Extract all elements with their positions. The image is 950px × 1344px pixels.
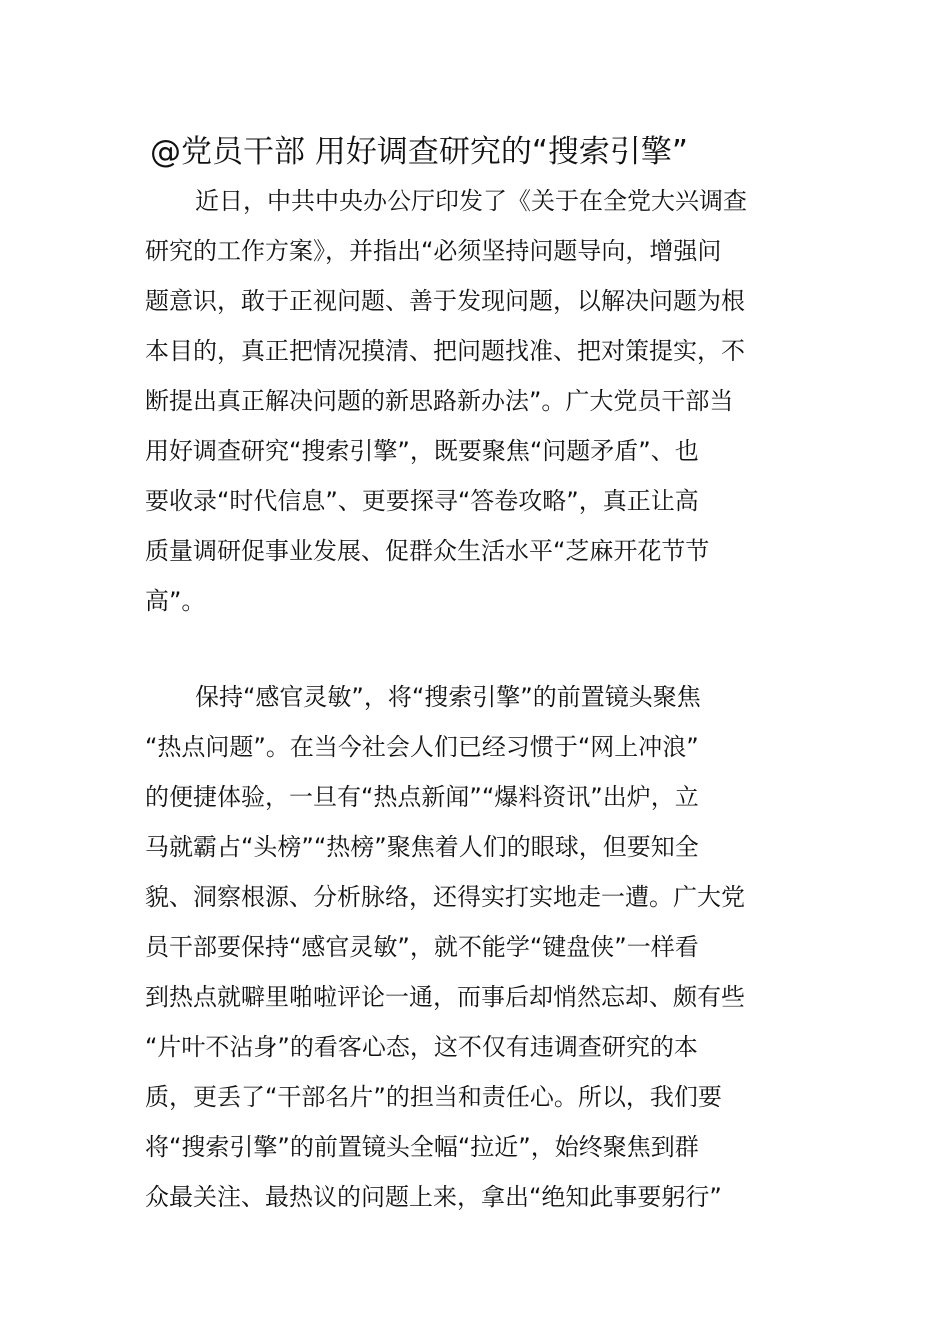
- text-line: “片叶不沾身”的看客心态，这不仅有违调查研究的本: [145, 1033, 698, 1061]
- text-line: 到热点就噼里啪啦评论一通，而事后却悄然忘却、颇有些: [145, 983, 745, 1011]
- paragraph-2: [145, 672, 810, 1222]
- text-line: 马就霸占“头榜”“热榜”聚焦着人们的眼球，但要知全: [145, 833, 699, 861]
- text-line: 的便捷体验，一旦有“热点新闻”“爆料资讯”出炉，立: [145, 783, 699, 811]
- article-title: @党员干部 用好调查研究的“搜索引擎”: [150, 134, 688, 170]
- text-line: 要收录“时代信息”、更要探寻“答卷攻略”，真正让高: [145, 487, 699, 515]
- text-line: 本目的，真正把情况摸清、把问题找准、把对策提实，不: [145, 337, 745, 365]
- text-line: 近日，中共中央办公厅印发了《关于在全党大兴调查: [195, 187, 747, 215]
- text-line: 貌、洞察根源、分析脉络，还得实打实地走一遭。广大党: [145, 883, 745, 911]
- text-line: 员干部要保持“感官灵敏”，就不能学“键盘侠”一样看: [145, 933, 699, 961]
- text-line: 质，更丢了“干部名片”的担当和责任心。所以，我们要: [145, 1083, 722, 1111]
- text-line: 研究的工作方案》，并指出“必须坚持问题导向，增强问: [145, 237, 722, 265]
- text-line: 众最关注、最热议的问题上来，拿出“绝知此事要躬行”: [145, 1183, 722, 1211]
- text-line: 将“搜索引擎”的前置镜头全幅“拉近”，始终聚焦到群: [145, 1133, 699, 1161]
- text-line: 用好调查研究“搜索引擎”，既要聚焦“问题矛盾”、也: [145, 437, 699, 465]
- text-line: 保持“感官灵敏”，将“搜索引擎”的前置镜头聚焦: [195, 683, 701, 711]
- text-line: 高”。: [145, 587, 206, 615]
- text-line: 题意识，敢于正视问题、善于发现问题，以解决问题为根: [145, 287, 745, 315]
- text-line: 断提出真正解决问题的新思路新办法”。广大党员干部当: [145, 387, 734, 415]
- text-line: “热点问题”。在当今社会人们已经习惯于“网上冲浪”: [145, 733, 699, 761]
- paragraph-1: [145, 176, 810, 626]
- text-line: 质量调研促事业发展、促群众生活水平“芝麻开花节节: [145, 537, 710, 565]
